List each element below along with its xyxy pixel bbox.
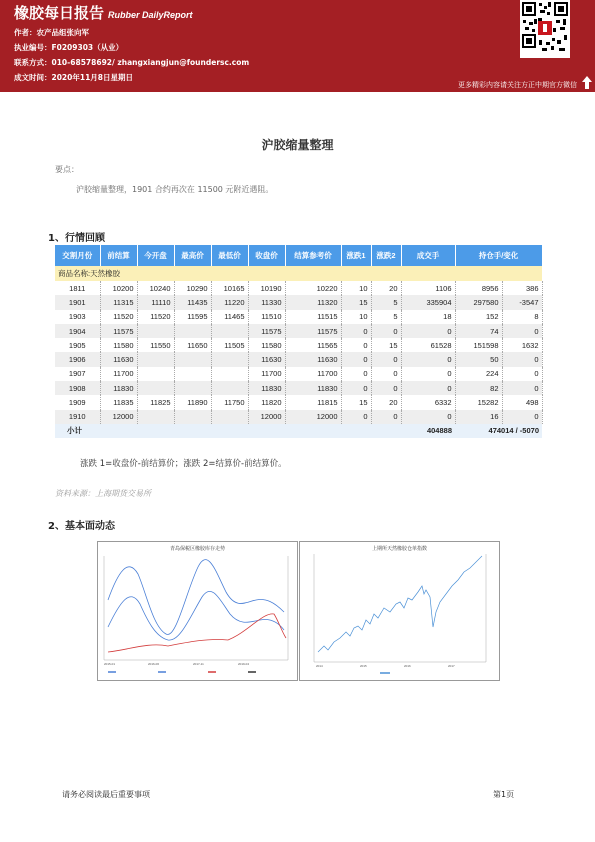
table-row <box>55 352 542 366</box>
table-cell: 12000 <box>100 410 137 424</box>
table-cell: 1106 <box>401 281 455 295</box>
col-header: 涨跌2 <box>371 245 401 266</box>
subtotal-row <box>55 424 542 438</box>
svg-text:2015: 2015 <box>360 664 367 668</box>
table-cell: 0 <box>341 324 371 338</box>
table-row <box>55 295 542 309</box>
table-cell: 11565 <box>285 338 341 352</box>
table-cell: 0 <box>341 381 371 395</box>
col-header: 前结算 <box>100 245 137 266</box>
table-cell: 0 <box>401 367 455 381</box>
chart-left-title: 青岛保税区橡胶库存走势 <box>169 546 225 552</box>
table-cell: 386 <box>502 281 542 295</box>
table-cell: 15 <box>371 338 401 352</box>
table-cell <box>137 367 174 381</box>
key-points-label: 要点： <box>55 165 79 174</box>
table-cell: 224 <box>455 367 502 381</box>
title-cn: 橡胶每日报告 <box>14 4 105 22</box>
subtotal-volume: 404888 <box>401 424 455 438</box>
table-cell: 0 <box>502 352 542 366</box>
table-cell: 151598 <box>455 338 502 352</box>
table-cell: 11465 <box>211 310 248 324</box>
page-number: 第1页 <box>493 790 515 799</box>
chart-right-title: 上期所天然橡胶仓单指数 <box>371 546 427 552</box>
table-cell: 20 <box>371 281 401 295</box>
table-cell <box>137 352 174 366</box>
table-cell: 11595 <box>174 310 211 324</box>
table-cell <box>174 324 211 338</box>
table-cell: 11700 <box>248 367 285 381</box>
table-cell: 11700 <box>285 367 341 381</box>
chart-right <box>299 541 500 681</box>
table-cell: 11575 <box>248 324 285 338</box>
table-cell: -3547 <box>502 295 542 309</box>
table-cell <box>174 367 211 381</box>
table-cell: 5 <box>371 310 401 324</box>
table-cell: 1903 <box>55 310 100 324</box>
table-cell: 11510 <box>248 310 285 324</box>
table-cell: 11890 <box>174 395 211 409</box>
table-cell: 0 <box>341 410 371 424</box>
table-cell: 11220 <box>211 295 248 309</box>
table-cell <box>137 381 174 395</box>
report-date: 成文时间：2020年11月8日星期日 <box>14 73 134 82</box>
table-cell <box>211 381 248 395</box>
table-row <box>55 367 542 381</box>
table-cell <box>211 410 248 424</box>
table-cell: 0 <box>341 352 371 366</box>
table-cell: 1905 <box>55 338 100 352</box>
svg-text:2016-06: 2016-06 <box>148 662 160 666</box>
col-header: 结算参考价 <box>285 245 341 266</box>
table-cell: 6332 <box>401 395 455 409</box>
table-row <box>55 338 542 352</box>
table-cell: 10200 <box>100 281 137 295</box>
table-cell <box>174 352 211 366</box>
col-header: 最高价 <box>174 245 211 266</box>
subtotal-label: 小计 <box>55 424 401 438</box>
qr-code-icon <box>520 0 570 58</box>
table-cell: 10220 <box>285 281 341 295</box>
table-cell: 297580 <box>455 295 502 309</box>
table-row <box>55 395 542 409</box>
col-header: 最低价 <box>211 245 248 266</box>
table-cell: 152 <box>455 310 502 324</box>
table-cell: 1910 <box>55 410 100 424</box>
up-arrow-icon-stem <box>585 82 589 89</box>
col-header: 收盘价 <box>248 245 285 266</box>
col-header: 交割月份 <box>55 245 100 266</box>
table-cell: 8956 <box>455 281 502 295</box>
table-cell: 11750 <box>211 395 248 409</box>
summary-text: 沪胶缩量整理，1901 合约再次在 11500 元附近遇阻。 <box>76 185 274 194</box>
table-cell: 0 <box>371 381 401 395</box>
document-title: 沪胶缩量整理 <box>261 138 334 152</box>
table-cell: 82 <box>455 381 502 395</box>
table-cell: 11830 <box>248 381 285 395</box>
col-header: 持仓手/变化 <box>455 245 542 266</box>
table-row <box>55 310 542 324</box>
table-cell: 20 <box>371 395 401 409</box>
table-cell: 10 <box>341 281 371 295</box>
table-cell: 0 <box>401 324 455 338</box>
col-header: 今开盘 <box>137 245 174 266</box>
table-cell: 1901 <box>55 295 100 309</box>
data-source: 资料来源：上海期货交易所 <box>55 489 151 498</box>
table-cell: 12000 <box>285 410 341 424</box>
table-cell: 61528 <box>401 338 455 352</box>
table-cell: 11515 <box>285 310 341 324</box>
table-cell: 0 <box>371 410 401 424</box>
table-cell: 1632 <box>502 338 542 352</box>
table-cell: 11630 <box>100 352 137 366</box>
svg-text:2016: 2016 <box>404 664 411 668</box>
table-row <box>55 410 542 424</box>
group-label: 商品名称:天然橡胶 <box>55 266 542 281</box>
market-table <box>55 245 543 438</box>
table-cell: 11830 <box>285 381 341 395</box>
table-cell: 335904 <box>401 295 455 309</box>
table-cell: 0 <box>371 352 401 366</box>
svg-text:2017: 2017 <box>448 664 455 668</box>
section-fundamentals: 2、基本面动态 <box>48 521 115 532</box>
table-note: 涨跌 1=收盘价-前结算价；涨跌 2=结算价-前结算价。 <box>80 459 287 469</box>
table-cell: 50 <box>455 352 502 366</box>
table-cell: 0 <box>371 324 401 338</box>
table-cell: 0 <box>341 367 371 381</box>
table-cell: 0 <box>401 381 455 395</box>
group-row <box>55 266 542 281</box>
table-cell: 11700 <box>100 367 137 381</box>
table-header-row <box>55 245 542 266</box>
table-row <box>55 281 542 295</box>
contact: 联系方式：010-68578692/ zhangxiangjun@foundersc.com <box>14 58 250 67</box>
table-cell: 11830 <box>100 381 137 395</box>
table-cell: 11650 <box>174 338 211 352</box>
table-cell: 0 <box>401 410 455 424</box>
table-cell: 1908 <box>55 381 100 395</box>
table-cell: 10240 <box>137 281 174 295</box>
table-cell: 8 <box>502 310 542 324</box>
footer-disclaimer: 请务必阅读最后重要事项 <box>62 790 150 799</box>
table-cell: 11820 <box>248 395 285 409</box>
col-header: 涨跌1 <box>341 245 371 266</box>
table-cell: 1906 <box>55 352 100 366</box>
table-cell: 11550 <box>137 338 174 352</box>
table-cell: 11815 <box>285 395 341 409</box>
svg-text:2015-01: 2015-01 <box>104 662 116 666</box>
table-cell: 0 <box>502 324 542 338</box>
table-cell: 11330 <box>248 295 285 309</box>
table-cell: 11520 <box>100 310 137 324</box>
author: 作者：农产品组张向军 <box>14 28 89 37</box>
table-cell: 10 <box>341 310 371 324</box>
table-cell: 11825 <box>137 395 174 409</box>
col-header: 成交手 <box>401 245 455 266</box>
table-cell: 12000 <box>248 410 285 424</box>
table-cell: 1907 <box>55 367 100 381</box>
table-cell: 1811 <box>55 281 100 295</box>
svg-text:2014: 2014 <box>316 664 323 668</box>
subtotal-oi: 474014 / -5070 <box>455 424 542 438</box>
title-en: Rubber DailyReport <box>108 10 193 20</box>
table-cell: 1909 <box>55 395 100 409</box>
svg-text:2019-04: 2019-04 <box>238 662 250 666</box>
table-row <box>55 381 542 395</box>
chart-right-plot <box>300 542 499 680</box>
table-cell: 11630 <box>248 352 285 366</box>
table-cell <box>174 381 211 395</box>
table-cell: 15282 <box>455 395 502 409</box>
table-cell: 15 <box>341 295 371 309</box>
table-cell: 11320 <box>285 295 341 309</box>
table-cell: 11575 <box>100 324 137 338</box>
table-cell: 498 <box>502 395 542 409</box>
table-cell: 11505 <box>211 338 248 352</box>
table-cell: 11110 <box>137 295 174 309</box>
table-cell: 11630 <box>285 352 341 366</box>
table-cell <box>211 367 248 381</box>
table-row <box>55 324 542 338</box>
table-cell: 16 <box>455 410 502 424</box>
table-cell: 11315 <box>100 295 137 309</box>
table-cell <box>137 324 174 338</box>
svg-text:2017-11: 2017-11 <box>193 662 204 666</box>
table-cell: 5 <box>371 295 401 309</box>
table-cell: 15 <box>341 395 371 409</box>
table-cell: 18 <box>401 310 455 324</box>
license-number: 执业编号：F0209303（从业） <box>14 43 124 52</box>
table-cell: 11575 <box>285 324 341 338</box>
follow-wechat-text[interactable]: 更多精彩内容请关注方正中期官方微信 <box>458 81 577 89</box>
table-cell: 10190 <box>248 281 285 295</box>
table-cell: 10165 <box>211 281 248 295</box>
table-cell: 11520 <box>137 310 174 324</box>
report-header <box>0 0 595 92</box>
table-cell: 1904 <box>55 324 100 338</box>
chart-left <box>97 541 298 681</box>
table-cell: 0 <box>502 367 542 381</box>
table-cell: 10290 <box>174 281 211 295</box>
table-cell: 0 <box>502 410 542 424</box>
table-cell: 0 <box>502 381 542 395</box>
table-cell: 74 <box>455 324 502 338</box>
table-cell: 0 <box>371 367 401 381</box>
table-cell: 11835 <box>100 395 137 409</box>
table-cell <box>174 410 211 424</box>
report-title <box>14 2 193 23</box>
table-cell <box>211 352 248 366</box>
table-cell: 11580 <box>248 338 285 352</box>
table-cell: 0 <box>401 352 455 366</box>
chart-left-plot <box>98 542 297 680</box>
table-cell: 11435 <box>174 295 211 309</box>
table-cell: 0 <box>341 338 371 352</box>
table-cell <box>137 410 174 424</box>
table-cell: 11580 <box>100 338 137 352</box>
table-cell <box>211 324 248 338</box>
section-market-review: 1、行情回顾 <box>48 233 105 244</box>
